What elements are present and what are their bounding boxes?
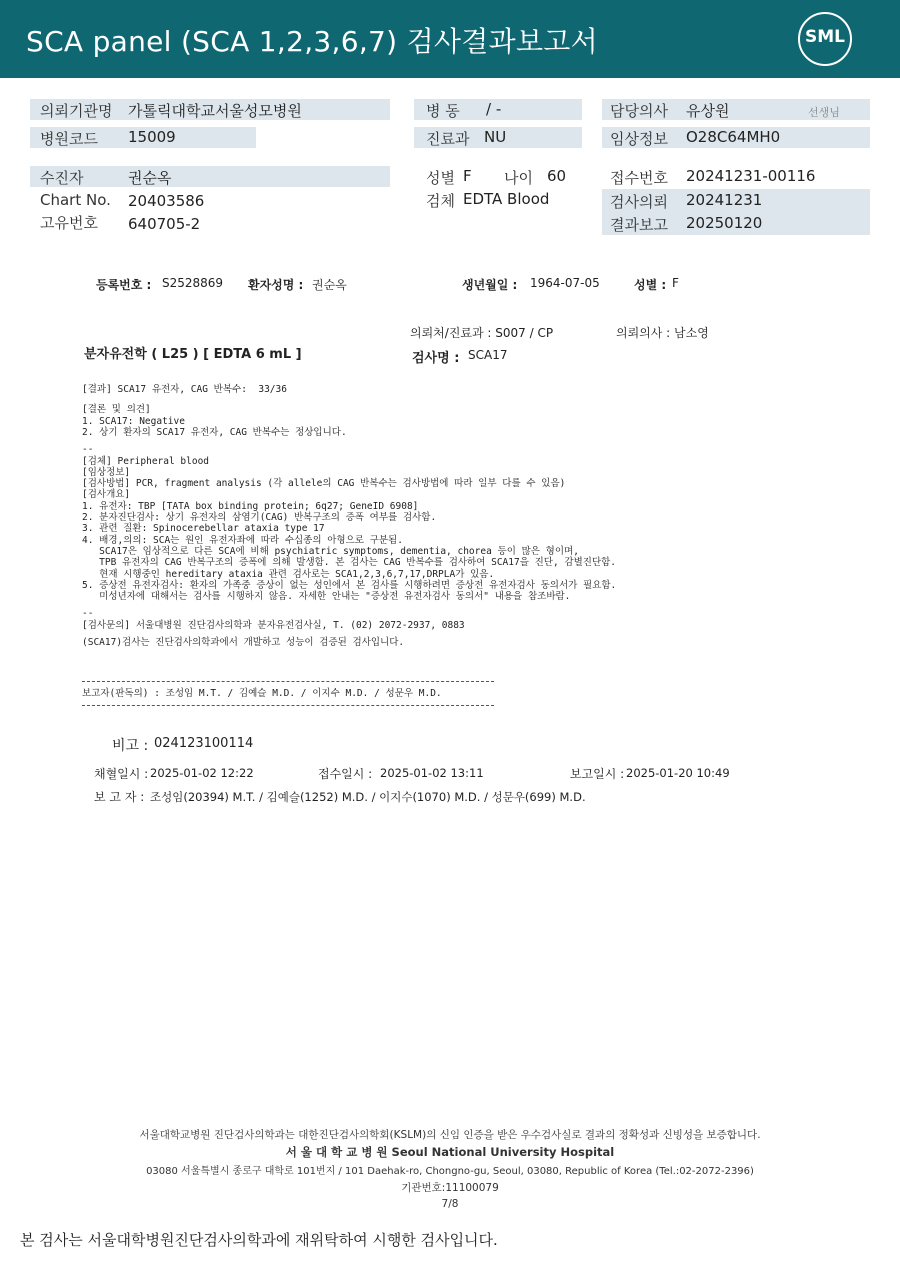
report-line: [임상정보] <box>82 466 131 478</box>
reporters-line: 보고자(판독의) : 조성임 M.T. / 김예슬 M.D. / 이지수 M.D. / 성문우 M.D. <box>82 688 442 699</box>
report-line: -- <box>82 608 94 620</box>
report-line: 1. 유전자: TBP [TATA box binding protein; 6q27; GeneID 6908] <box>82 500 419 512</box>
dob-value: 1964-07-05 <box>530 276 600 290</box>
institution-value: 가톨릭대학교서울성모병원 <box>128 102 302 120</box>
footer-code: 기관번호:11100079 <box>401 1182 499 1194</box>
report-line: [결론 및 의견] <box>82 404 151 416</box>
sex-value: F <box>463 167 472 185</box>
divider-top <box>82 681 494 682</box>
report-value: 20250120 <box>686 214 763 232</box>
report-line: 2. 분자진단검사: 상기 유전자의 삼염기(CAG) 반복구조의 증폭 여부를 검사함. <box>82 512 437 523</box>
dept-value: NU <box>484 128 507 146</box>
row-bg-patient <box>30 166 390 187</box>
request-value: 20241231 <box>686 191 763 209</box>
logo-text: SML <box>805 27 845 47</box>
ward-value: / - <box>486 100 502 118</box>
name-label: 환자성명 : <box>248 278 304 292</box>
report-line: 현재 시행중인 hereditary ataxia 관련 검사로는 SCA1,2,3,6,7,17,DRPLA가 있음. <box>82 568 495 580</box>
report-label: 결과보고 <box>610 216 668 234</box>
section-title: 분자유전학 ( L25 ) [ EDTA 6 mL ] <box>84 347 302 362</box>
specimen-label: 검체 <box>426 192 455 210</box>
request-label: 검사의뢰 <box>610 193 668 211</box>
report-line: 1. SCA17: Negative <box>82 415 185 427</box>
note-label: 비고 : <box>112 738 149 754</box>
ref-doctor: 의뢰의사 : 남소영 <box>616 326 709 340</box>
clinical-label: 임상정보 <box>610 130 668 148</box>
unique-value: 640705-2 <box>128 215 201 233</box>
test-name-value: SCA17 <box>468 348 508 362</box>
age-label: 나이 <box>504 169 533 187</box>
specimen-value: EDTA Blood <box>463 190 550 208</box>
doctor-value: 유상원 <box>686 102 730 120</box>
footer-address: 03080 서울특별시 종로구 대학로 101번지 / 101 Daehak-ro, Chongno-gu, Seoul, 03080, Republic of Korea (Tel.:02-2072-2396) <box>146 1166 754 1177</box>
report-line: 5. 증상전 유전자검사: 환자의 가족중 증상이 없는 성인에서 본 검사를 시행하려면 증상전 유전자검사 동의서가 필요함. <box>82 579 617 591</box>
institution-label: 의뢰기관명 <box>40 102 113 120</box>
report-line: [검사방법] PCR, fragment analysis (각 allele의 CAG 반복수는 검사방법에 따라 일부 다를 수 있음) <box>82 478 566 490</box>
unique-label: 고유번호 <box>40 214 98 232</box>
doctor-label: 담당의사 <box>610 102 668 120</box>
collect-value: 2025-01-02 12:22 <box>150 766 254 780</box>
inner-sex-value: F <box>672 276 679 290</box>
reg-label: 등록번호 : <box>96 278 152 292</box>
footer-hospital: 서 울 대 학 교 병 원 Seoul National University Hospital <box>285 1145 615 1159</box>
report-time-label: 보고일시 : <box>570 767 625 781</box>
reporter-label: 보 고 자 : <box>94 790 145 804</box>
chart-label: Chart No. <box>40 191 111 209</box>
receipt-label: 접수번호 <box>610 169 668 187</box>
report-line: 3. 관련 질환: Spinocerebellar ataxia type 17 <box>82 523 325 535</box>
dept-label: 진료과 <box>426 130 470 148</box>
report-line: 미성년자에 대해서는 검사를 시행하지 않음. 자세한 안내는 "증상전 유전자검사 동의서" 내용을 참조바람. <box>82 591 571 603</box>
report-line: -- <box>82 444 94 456</box>
ward-label: 병 동 <box>426 102 460 120</box>
receipt-value: 20241231-00116 <box>686 167 816 185</box>
report-line: 2. 상기 환자의 SCA17 유전자, CAG 반복수는 정상입니다. <box>82 426 347 438</box>
reg-value: S2528869 <box>162 276 224 290</box>
report-header <box>0 0 900 78</box>
receive-value: 2025-01-02 13:11 <box>380 766 484 780</box>
hospital-code-label: 병원코드 <box>40 130 98 148</box>
report-title: SCA panel (SCA 1,2,3,6,7) 검사결과보고서 <box>26 25 599 58</box>
dob-label: 생년월일 : <box>462 278 518 292</box>
report-time-value: 2025-01-20 10:49 <box>626 766 730 780</box>
sml-logo <box>798 12 852 66</box>
hospital-code-value: 15009 <box>128 128 176 146</box>
footer-certification: 서울대학교병원 진단검사의학과는 대한진단검사의학회(KSLM)의 신임 인증을 받은 우수검사실로 결과의 정확성과 신빙성을 보증합니다. <box>139 1129 761 1141</box>
clinical-value: O28C64MH0 <box>686 128 781 146</box>
report-line: SCA17은 임상적으로 다른 SCA에 비해 psychiatric symptoms, dementia, chorea 등이 많은 형이며, <box>82 545 579 557</box>
sex-label: 성별 <box>426 169 455 187</box>
report-line: 4. 배경,의의: SCA는 원인 유전자좌에 따라 수십종의 아형으로 구분됨. <box>82 534 403 546</box>
collect-label: 채혈일시 : <box>94 767 149 781</box>
inner-sex-label: 성별 : <box>634 278 667 292</box>
name-value: 권순옥 <box>312 278 347 292</box>
report-line: (SCA17)검사는 진단검사의학과에서 개발하고 성능이 검증된 검사입니다. <box>82 637 405 648</box>
receive-label: 접수일시 : <box>318 767 373 781</box>
patient-label: 수진자 <box>40 169 84 187</box>
note-value: 024123100114 <box>154 736 254 751</box>
report-line: TPB 유전자의 CAG 반복구조의 증폭에 의해 발생함. 본 검사는 CAG 반복수를 검사하여 SCA17을 진단, 감별진단함. <box>82 557 617 569</box>
page-number: 7/8 <box>441 1198 459 1210</box>
referrer: 의뢰처/진료과 : S007 / CP <box>410 326 554 340</box>
doctor-suffix: 선생님 <box>808 106 840 119</box>
age-value: 60 <box>547 167 567 185</box>
reporter-value: 조성임(20394) M.T. / 김예슬(1252) M.D. / 이지수(1070) M.D. / 성문우(699) M.D. <box>150 790 586 804</box>
reconsign-notice: 본 검사는 서울대학병원진단검사의학과에 재위탁하여 시행한 검사입니다. <box>20 1231 498 1249</box>
chart-value: 20403586 <box>128 192 205 210</box>
divider-bottom <box>82 705 494 706</box>
report-line: [검사문의] 서울대병원 진단검사의학과 분자유전검사실, T. (02) 2072-2937, 0883 <box>82 619 465 631</box>
patient-value: 권순옥 <box>128 169 172 187</box>
report-line: [검사개요] <box>82 489 131 501</box>
report-line: [검체] Peripheral blood <box>82 455 210 467</box>
test-name-label: 검사명 : <box>412 351 460 366</box>
report-line: [결과] SCA17 유전자, CAG 반복수: 33/36 <box>82 384 287 395</box>
